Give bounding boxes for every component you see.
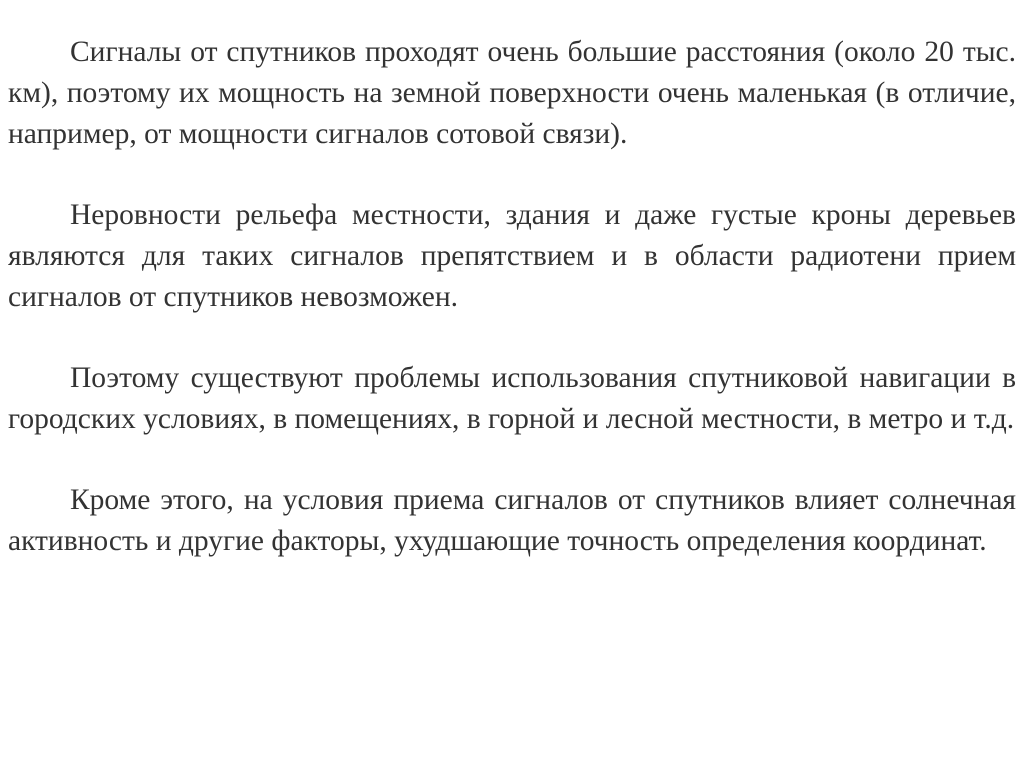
paragraph-navigation-problems: Поэтому существуют проблемы использования спутниковой навигации в городских условиях, в помещениях, в горной и лесной местности, в метро и т.д.	[8, 362, 1016, 435]
paragraph-signal-power: Сигналы от спутников проходят очень большие расстояния (около 20 тыс. км), поэтому их мощность на земной поверхности очень маленькая (в отличие, например, от мощности сигналов сотовой связи).	[8, 36, 1016, 150]
paragraph-other-factors: Кроме этого, на условия приема сигналов от спутников влияет солнечная активность и другие факторы, ухудшающие точность определения координат.	[8, 484, 1016, 557]
paragraph-terrain-obstacles: Неровности рельефа местности, здания и даже густые кроны деревьев являются для таких сигналов препятствием и в области радиотени прием сигналов от спутников невозможен.	[8, 199, 1016, 313]
